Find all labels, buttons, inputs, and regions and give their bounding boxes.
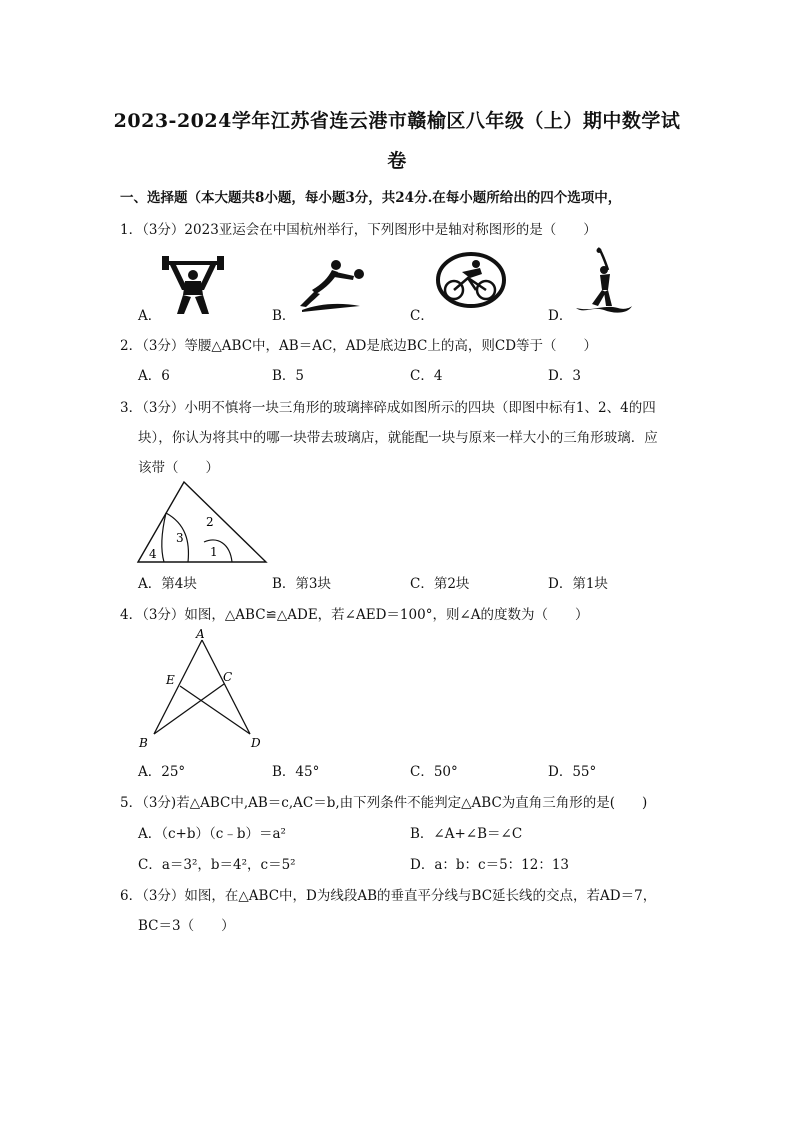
question-3-line-2: 块），你认为将其中的哪一块带去玻璃店，就能配一块与原来一样大小的三角形玻璃．应 xyxy=(138,430,658,446)
question-1: 1．（3分）2023亚运会在中国杭州举行，下列图形中是轴对称图形的是（ ） xyxy=(120,222,597,238)
q4-option-d[interactable]: D．55° xyxy=(548,764,597,780)
vertex-label-b: B xyxy=(139,736,148,750)
vertex-label-d: D xyxy=(251,736,261,750)
page-title-continued: 卷 xyxy=(387,150,407,172)
q1-option-a[interactable]: A． xyxy=(138,308,162,324)
piece-label-1: 1 xyxy=(210,545,218,559)
q1-option-b[interactable]: B． xyxy=(272,308,296,324)
golf-icon xyxy=(574,248,634,316)
question-5: 5．（3分)若△ABC中,AB＝c,AC＝b,由下列条件不能判定△ABC为直角三角形的是( ) xyxy=(120,795,648,811)
question-4: 4．（3分）如图，△ABC≌△ADE，若∠AED＝100°，则∠A的度数为（ ） xyxy=(120,607,589,623)
broken-glass-triangle-figure xyxy=(136,480,270,566)
question-6-line-2: BC＝3（ ） xyxy=(138,918,235,934)
question-2: 2．（3分）等腰△ABC中，AB＝AC，AD是底边BC上的高，则CD等于（ ） xyxy=(120,338,598,354)
vertex-label-c: C xyxy=(223,670,233,684)
question-3-line-3: 该带（ ） xyxy=(138,460,219,476)
q5-option-c[interactable]: C．a＝3²，b＝4²，c＝5² xyxy=(138,857,296,873)
q4-option-c[interactable]: C．50° xyxy=(410,764,458,780)
q5-option-d[interactable]: D．a：b：c＝5：12：13 xyxy=(410,857,570,873)
vertex-label-e: E xyxy=(166,673,175,687)
q1-option-d[interactable]: D． xyxy=(548,308,573,324)
piece-label-2: 2 xyxy=(206,515,214,529)
q5-option-b[interactable]: B．∠A+∠B＝∠C xyxy=(410,826,523,842)
weightlifting-icon xyxy=(160,250,226,316)
q4-option-a[interactable]: A．25° xyxy=(138,764,186,780)
q3-option-a[interactable]: A．第4块 xyxy=(138,576,197,592)
q4-option-b[interactable]: B．45° xyxy=(272,764,320,780)
q3-option-c[interactable]: C．第2块 xyxy=(410,576,470,592)
q2-option-d[interactable]: D．3 xyxy=(548,368,581,384)
q1-option-c[interactable]: C． xyxy=(410,308,434,324)
cycling-icon xyxy=(436,252,506,312)
q3-option-d[interactable]: D．第1块 xyxy=(548,576,608,592)
question-6-line-1: 6．（3分）如图，在△ABC中，D为线段AB的垂直平分线与BC延长线的交点，若AD＝7， xyxy=(120,888,657,904)
congruent-triangles-figure xyxy=(136,626,266,750)
question-3-line-1: 3．（3分）小明不慎将一块三角形的玻璃摔碎成如图所示的四块（即图中标有1、2、4的四 xyxy=(120,400,656,416)
q5-option-a[interactable]: A．（c+b）（c﹣b）＝a² xyxy=(138,826,286,842)
q2-option-b[interactable]: B．5 xyxy=(272,368,305,384)
piece-label-3: 3 xyxy=(176,531,184,545)
section-heading: 一、选择题（本大题共8小题，每小题3分，共24分.在每小题所给出的四个选项中， xyxy=(120,190,622,206)
vertex-label-a: A xyxy=(196,627,205,641)
q2-option-a[interactable]: A．6 xyxy=(138,368,170,384)
volleyball-icon xyxy=(298,256,368,312)
page-title: 2023-2024学年江苏省连云港市赣榆区八年级（上）期中数学试 xyxy=(113,110,681,132)
q2-option-c[interactable]: C．4 xyxy=(410,368,443,384)
piece-label-4: 4 xyxy=(149,547,157,561)
q3-option-b[interactable]: B．第3块 xyxy=(272,576,332,592)
